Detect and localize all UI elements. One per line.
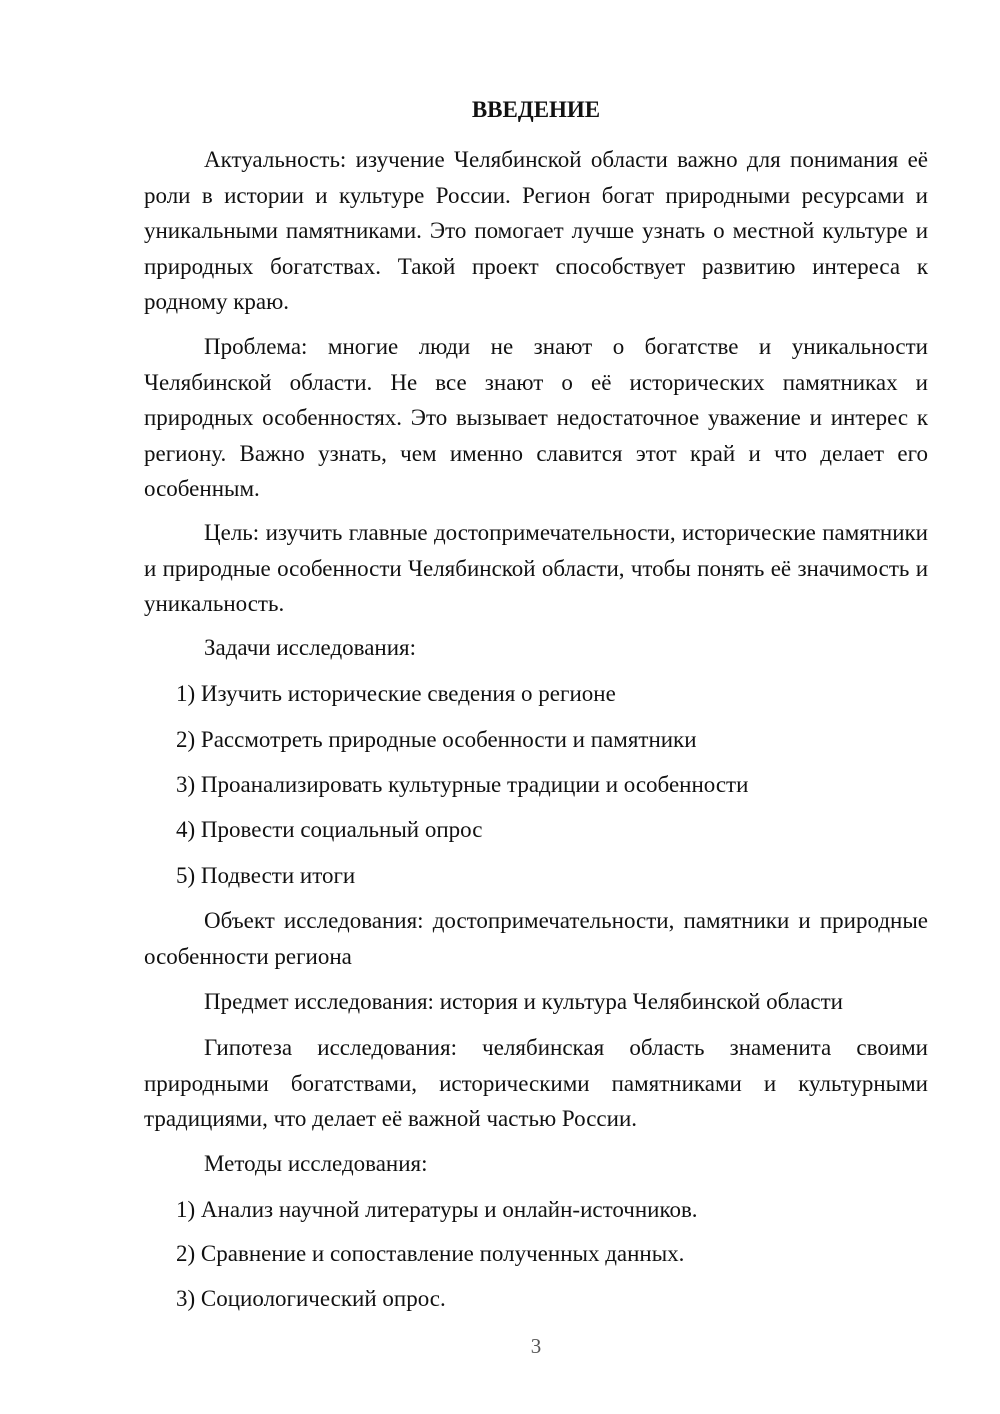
page-title: ВВЕДЕНИЕ [471, 97, 601, 122]
paragraph-problem: Проблема: многие люди не знают о богатстве и уникальности Челябинской области. Не все знают о её исторических памятниках и природных особенностях. Это вызывает недостаточное уважение и интерес к региону. Важно узнать, чем именно славится этот край и что делает его особенным. [144, 334, 928, 501]
paragraph-hypothesis: Гипотеза исследования: челябинская область знаменита своими природными богатствами, историческими памятниками и культурными традициями, что делает её важной частью России. [144, 1035, 928, 1131]
paragraph-relevance: Актуальность: изучение Челябинской области важно для понимания её роли в истории и культуре России. Регион богат природными ресурсами и уникальными памятниками. Это помогает лучше узнать о местной культуре и природных богатствах. Такой проект способствует развитию интереса к родному краю. [144, 147, 928, 314]
task-item: 5) Подвести итоги [176, 863, 356, 888]
methods-heading: Методы исследования: [204, 1151, 428, 1176]
method-item: 2) Сравнение и сопоставление полученных данных. [176, 1241, 685, 1266]
task-item: 4) Провести социальный опрос [176, 817, 483, 842]
task-item: 2) Рассмотреть природные особенности и памятники [176, 727, 697, 752]
task-item: 3) Проанализировать культурные традиции и особенности [176, 772, 749, 797]
method-item: 3) Социологический опрос. [176, 1286, 446, 1311]
paragraph-object: Объект исследования: достопримечательности, памятники и природные особенности региона [144, 908, 928, 969]
paragraph-goal: Цель: изучить главные достопримечательности, исторические памятники и природные особенности Челябинской области, чтобы понять её значимость и уникальность. [144, 520, 928, 616]
page-number: 3 [530, 1334, 542, 1358]
paragraph-subject: Предмет исследования: история и культура Челябинской области [204, 989, 843, 1014]
tasks-heading: Задачи исследования: [204, 635, 417, 660]
method-item: 1) Анализ научной литературы и онлайн-источников. [176, 1197, 698, 1222]
task-item: 1) Изучить исторические сведения о регионе [176, 681, 616, 706]
